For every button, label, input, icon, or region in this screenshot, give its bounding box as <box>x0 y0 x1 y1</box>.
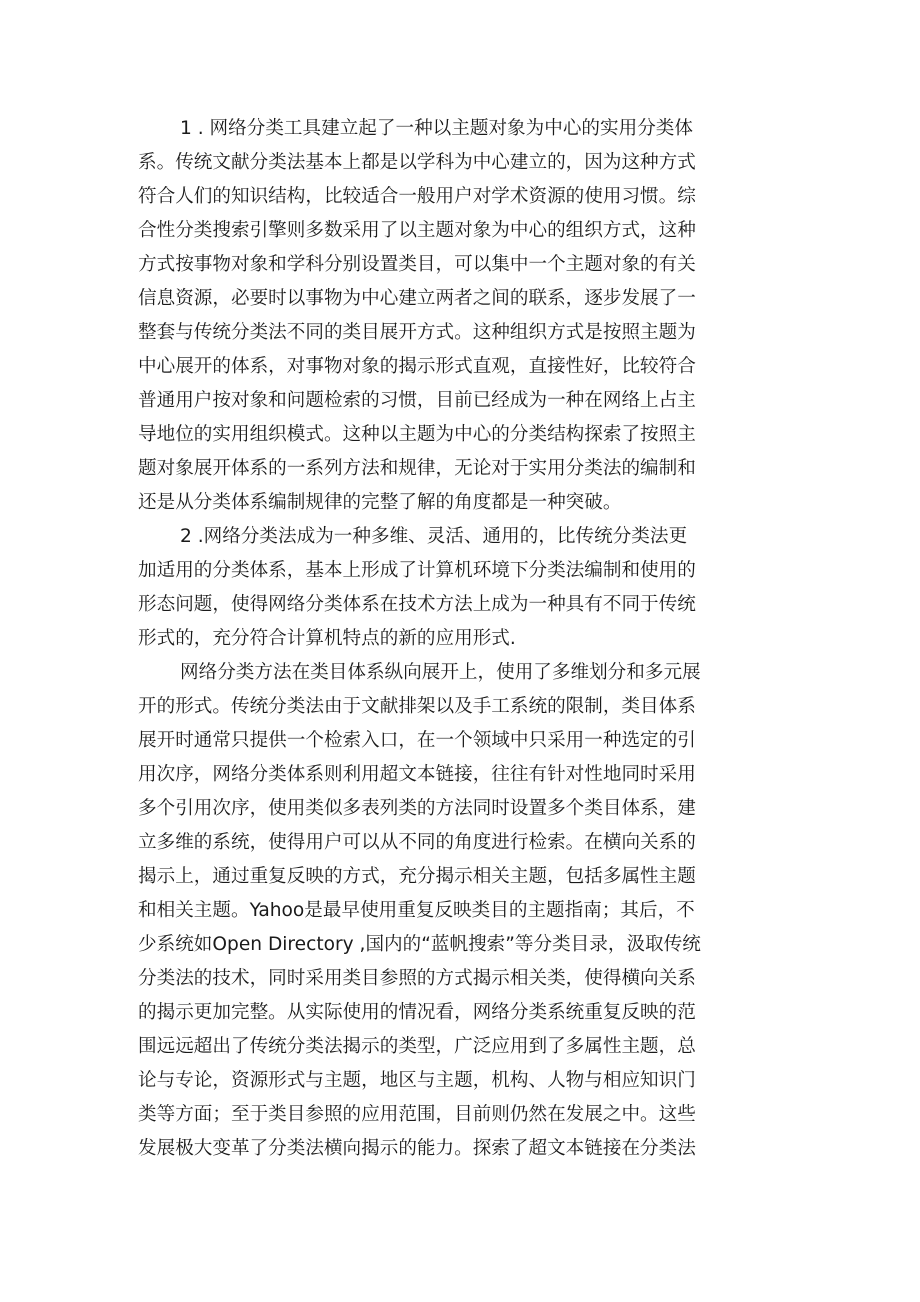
text-line: 和相关主题。Yahoo是最早使用重复反映类目的主题指南；其后，不 <box>138 900 695 921</box>
text-line: 用次序，网络分类体系则利用超文本链接，往往有针对性地同时采用 <box>138 764 696 785</box>
text-line: 立多维的系统，使得用户可以从不同的角度进行检索。在横向关系的 <box>138 832 696 853</box>
text-line: 加适用的分类体系，基本上形成了计算机环境下分类法编制和使用的 <box>138 560 696 581</box>
text-line: 还是从分类体系编制规律的完整了解的角度都是一种突破。 <box>138 492 622 513</box>
text-line: 发展极大变革了分类法横向揭示的能力。探索了超文本链接在分类法 <box>138 1138 696 1159</box>
text-line: 2 .网络分类法成为一种多维、灵活、通用的，比传统分类法更 <box>180 526 688 547</box>
text-line: 围远远超出了传统分类法揭示的类型，广泛应用到了多属性主题，总 <box>138 1036 696 1057</box>
text-line: 形态问题，使得网络分类体系在技术方法上成为一种具有不同于传统 <box>138 594 696 615</box>
text-line: 普通用户按对象和问题检索的习惯，目前已经成为一种在网络上占主 <box>138 390 696 411</box>
text-line: 揭示上，通过重复反映的方式，充分揭示相关主题，包括多属性主题 <box>138 866 696 887</box>
text-line: 分类法的技术，同时采用类目参照的方式揭示相关类，使得横向关系 <box>138 968 696 989</box>
text-line: 1 . 网络分类工具建立起了一种以主题对象为中心的实用分类体 <box>180 118 693 139</box>
text-line: 信息资源，必要时以事物为中心建立两者之间的联系，逐步发展了一 <box>138 288 696 309</box>
text-line: 论与专论，资源形式与主题，地区与主题，机构、人物与相应知识门 <box>138 1070 696 1091</box>
text-line: 开的形式。传统分类法由于文献排架以及手工系统的限制，类目体系 <box>138 696 696 717</box>
text-line: 系。传统文献分类法基本上都是以学科为中心建立的，因为这种方式 <box>138 152 696 173</box>
text-line: 多个引用次序，使用类似多表列类的方法同时设置多个类目体系，建 <box>138 798 696 819</box>
text-line: 符合人们的知识结构，比较适合一般用户对学术资源的使用习惯。综 <box>138 186 696 207</box>
text-line: 导地位的实用组织模式。这种以主题为中心的分类结构探索了按照主 <box>138 424 696 445</box>
text-line: 形式的，充分符合计算机特点的新的应用形式. <box>138 628 516 649</box>
text-line: 类等方面；至于类目参照的应用范围，目前则仍然在发展之中。这些 <box>138 1104 696 1125</box>
text-line: 整套与传统分类法不同的类目展开方式。这种组织方式是按照主题为 <box>138 322 696 343</box>
text-line: 的揭示更加完整。从实际使用的情况看，网络分类系统重复反映的范 <box>138 1002 696 1023</box>
text-line: 中心展开的体系，对事物对象的揭示形式直观，直接性好，比较符合 <box>138 356 696 377</box>
text-line: 少系统如Open Directory ,国内的“蓝帆搜索”等分类目录，汲取传统 <box>138 934 701 955</box>
text-line: 方式按事物对象和学科分别设置类目，可以集中一个主题对象的有关 <box>138 254 696 275</box>
text-line: 展开时通常只提供一个检索入口，在一个领域中只采用一种选定的引 <box>138 730 696 751</box>
text-line: 题对象展开体系的一系列方法和规律，无论对于实用分类法的编制和 <box>138 458 696 479</box>
text-line: 合性分类搜索引擎则多数采用了以主题对象为中心的组织方式，这种 <box>138 220 696 241</box>
text-line: 网络分类方法在类目体系纵向展开上，使用了多维划分和多元展 <box>180 662 701 683</box>
